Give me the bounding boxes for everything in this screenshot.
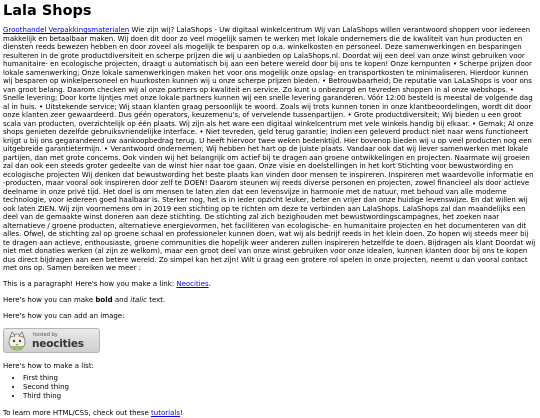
footer-line: [3, 409, 537, 418]
footer-suffix: !: [179, 408, 183, 417]
neocities-badge[interactable]: [3, 328, 100, 353]
paragraph-suffix: .: [208, 279, 211, 288]
intro-paragraph: [3, 26, 537, 273]
neocities-cat-icon: [7, 331, 27, 351]
example-list: [3, 374, 537, 401]
italic-text: italic: [130, 295, 147, 304]
image-line: Here's how you can add an image:: [3, 311, 125, 320]
emphasis-middle: and: [112, 295, 131, 304]
emphasis-suffix: text.: [146, 295, 166, 304]
page-title: Lala Shops: [3, 3, 92, 19]
list-item: • First thing: [23, 374, 537, 383]
list-item: • Third thing: [23, 392, 537, 401]
intro-text: Wie zijn wij? LalaShops - Uw digitaal winkelcentrum Wij van LalaShops willen verantwoord shoppen voor iedereen makkelijk en betaalbaar maken. Wij doen dit door zo veel mogelijk samen te werken met lokale ondernemers die de kwaliteit van hun producten en diensten reeds bewezen hebben en door zoveel als mogelijk te besparen op o.a. winkelkosten en personeel. Deze samenwerkingen en besparingen resulteren in de grote productdiversiteit en scherpe prijzen die wij u aanbieden op LalaShops.nl. Doordat wij een deel van onze winst gebruiken voor humanitaire- en ecologische projecten, draagt u automatisch bij aan een betere wereld door bij ons te kopen! Onze kernpunten • Scherpe prijzen door lokale samenwerking; Onze lokale samenwerkingen maken het voor ons mogelijk onze opslag- en transportkosten te minimaliseren. Hierdoor kunnen wij besparen op winkelpersoneel en huurkosten kunnen wij u onze scherpe prijzen bieden. • Betrouwbaarheid; De reputatie van LaLaShops is voor ons van groot belang. Daarom checken wij al onze partners op kwaliteit en service. Zo kunt u onbezorgd en tevreden shoppen in al onze webshops. • Snelle levering; Door korte lijntjes met onze lokale partners kunnen wij een snelle levering garanderen. Vóór 12:00 besteld is meestal de volgende dag al in huis. • Uitstekende service; Wij staan klanten graag persoonlijk te woord. Zoals wij trots kunnen tonen in onze klantbeoordelingen, wordt dit door onze klanten zeer gewaardeerd. Dus géén operators, keuzemenu's, of vervelende tussenpartijen. • Grote productdiversiteit; Wij bieden u een groot scala van producten, overzichtelijk op één plaats. Wij zijn als het ware een digitaal winkelcentrum met vele winkels handig bij elkaar. • Gemak; Al onze shops genieten dezelfde gebruiksvriendelijke interface. • Niet tevreden, geld terug garantie; Indien een geleverd product niet naar wens functioneert krijgt u bij ons gegarandeerd uw aankoopbedrag terug. U heeft hiervoor twee weken bedenktijd. Hier bovenop bieden wij u op veel producten nog een uitgebreide garantietermijn. • Verantwoord ondernemen; Wij hebben het hart op de juiste plaats. Vandaar ook dat wij liever samenwerken met lokale partijen, dan met grote concerns. Ook vinden wij het belangrijk om actief bij te dragen aan groene ontwikkelingen en projecten. Naarmate wij groeien zal dan ook een steeds groter gedeelte van de winst hier naar toe gaan. Onze visie en doelstellingen in het kort Stichting voor bewustwording en ecologische projecten Wij denken dat bewustwording het beste plaats kan vinden door mensen te inspireren. Inspireren met waardevolle informatie en -producten, maar vooral ook inspireren door zelf te DOEN! Daarom steunen wij reeds diverse personen en projecten, zowel financieel als door actieve deelname in onze privé tijd. Het doel is om mensen te laten zien dat een levensvijze in harmonie met de natuur, met behoud van alle moderne technologie, voor iedereen goed haalbaar is. Sterker nog, het is in ieder opzicht leuker, beter en vrijer dan onze huidige levenswijze. En dat willen wij ook laten ZIEN. Wij zijn voornemens om in 2019 een stichting op te richten om deze te verbinden aan LalaShops. LalaShops zal dan maandelijks een deel van de gemaakte winst doneren aan deze stichting. De stichting zal zich bezighouden met bewustwordingscampagnes, het zoeken naar alternatieve / groene producten, alternatieve energievormen, het faciliteren van ecologische- en humanitaire projecten en het documenteren van dit alles. Ofwel, de stichting zal op groene schaal en professioneler kunnen doen, wat wij als bedrijf reeds in het klein doen. Zo hopen wij steeds meer bij te dragen aan actieve, enthousiaste, groene communities die hopelijk weer anderen zullen inspireren hetzelfde te doen. Bijdragen als klant Doordat wij niet met donaties werken (al zijn ze welkom), maar een groot deel van onze winst gebruiken voor onze idealen, kunnen klanten door bij ons te kopen dus direct bijdragen aan een betere wereld. Zo simpel kan het zijn! Wilt u graag een grotere rol spelen in onze projecten, neemt u dan vooral contact met ons op. Samen bereiken we meer :: [3, 26, 536, 272]
page: [0, 2, 540, 418]
neocities-link[interactable]: Neocities: [176, 279, 209, 288]
bold-text: bold: [95, 295, 113, 304]
list-line: Here's how to make a list:: [3, 361, 94, 370]
footer-prefix: To learn more HTML/CSS, check out these: [3, 408, 152, 417]
badge-hosted-label: hosted by: [33, 331, 58, 338]
intro-link[interactable]: Groothandel Verpakkingsmaterialen: [3, 26, 130, 34]
emphasis-prefix: Here's how you can make: [3, 295, 96, 304]
paragraph-line: [3, 280, 537, 289]
badge-brand-label: neocities: [32, 337, 84, 350]
emphasis-line: [3, 296, 537, 305]
list-item: • Second thing: [23, 383, 537, 392]
paragraph-prefix: This is a paragraph! Here's how you make a link:: [3, 279, 177, 288]
tutorials-link[interactable]: tutorials: [151, 408, 180, 417]
